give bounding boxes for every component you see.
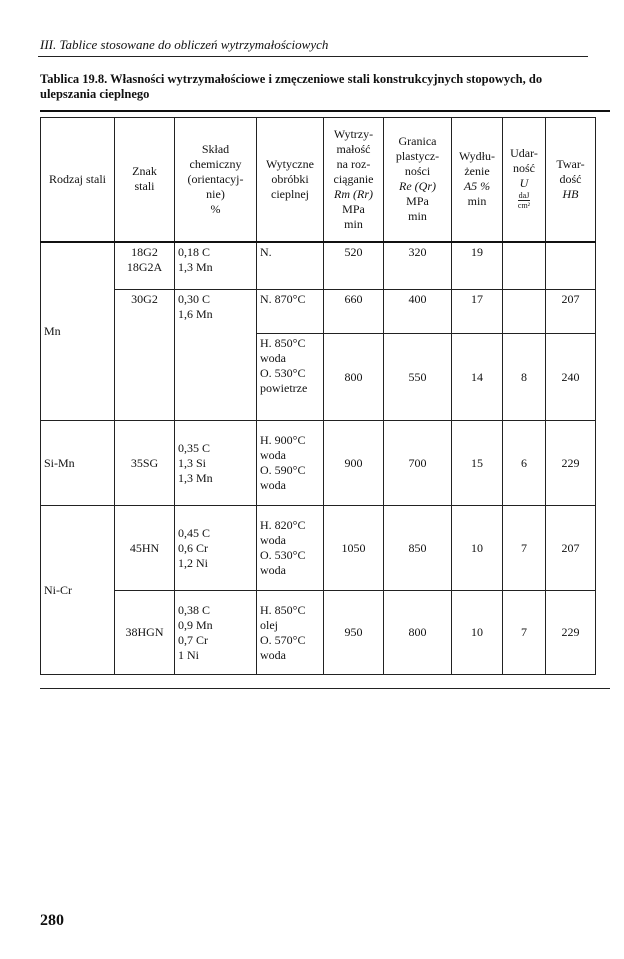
header-row xyxy=(41,118,596,242)
cell-re: 550 xyxy=(384,334,452,421)
table-row xyxy=(41,591,596,675)
cell-obrobka: N. xyxy=(257,242,324,290)
group-label-nicr: Ni-Cr xyxy=(41,506,115,675)
cell-sklad: 0,18 C 1,3 Mn xyxy=(175,242,257,290)
cell-a5: 17 xyxy=(452,290,503,334)
col-header-twardosc xyxy=(546,118,596,242)
cell-a5: 10 xyxy=(452,591,503,675)
cell-u: 7 xyxy=(503,591,546,675)
cell-re: 800 xyxy=(384,591,452,675)
cell-hb: 240 xyxy=(546,334,596,421)
twardosc-label: Twar- dość xyxy=(556,156,585,186)
table-row xyxy=(41,506,596,591)
cell-a5: 19 xyxy=(452,242,503,290)
cell-sklad: 0,38 C 0,9 Mn 0,7 Cr 1 Ni xyxy=(175,591,257,675)
cell-u: 8 xyxy=(503,334,546,421)
cell-re: 850 xyxy=(384,506,452,591)
cell-hb: 207 xyxy=(546,290,596,334)
cell-u: 7 xyxy=(503,506,546,591)
cell-znak: 18G2 18G2A xyxy=(115,242,175,290)
granica-unit: MPa min xyxy=(406,194,429,224)
table-top-rule xyxy=(40,110,610,112)
cell-a5: 10 xyxy=(452,506,503,591)
steel-properties-table xyxy=(40,117,596,675)
udarnosc-unit-denominator: cm² xyxy=(517,201,531,211)
udarnosc-symbol: U xyxy=(519,176,529,191)
cell-znak: 38HGN xyxy=(115,591,175,675)
cell-u xyxy=(503,290,546,334)
col-header-granica xyxy=(384,118,452,242)
cell-re: 320 xyxy=(384,242,452,290)
cell-obrobka: H. 850°C olej O. 570°C woda xyxy=(257,591,324,675)
group-label-mn: Mn xyxy=(41,242,115,421)
col-header-obrobka: Wytyczne obróbki cieplnej xyxy=(257,118,324,242)
col-header-sklad: Skład chemiczny (orientacyj- nie) % xyxy=(175,118,257,242)
table-bottom-rule xyxy=(40,688,610,689)
cell-rm: 800 xyxy=(324,334,384,421)
group-label-simn: Si-Mn xyxy=(41,421,115,506)
cell-obrobka: N. 870°C xyxy=(257,290,324,334)
cell-hb xyxy=(546,242,596,290)
col-header-wydluzenie xyxy=(452,118,503,242)
cell-sklad: 0,45 C 0,6 Cr 1,2 Ni xyxy=(175,506,257,591)
col-header-rodzaj: Rodzaj stali xyxy=(41,118,115,242)
table-row xyxy=(41,290,596,334)
running-head: III. Tablice stosowane do obliczeń wytrzymałościowych xyxy=(40,37,329,52)
udarnosc-unit xyxy=(518,191,531,210)
col-header-znak: Znak stali xyxy=(115,118,175,242)
cell-sklad: 0,30 C 1,6 Mn xyxy=(175,290,257,421)
cell-hb: 207 xyxy=(546,506,596,591)
wydluzenie-unit: min xyxy=(467,194,487,209)
cell-znak: 30G2 xyxy=(115,290,175,421)
cell-re: 700 xyxy=(384,421,452,506)
cell-obrobka: H. 850°C woda O. 530°C powietrze xyxy=(257,334,324,421)
wytrzymalosc-symbol: Rm (Rr) xyxy=(334,186,373,201)
table-row xyxy=(41,242,596,290)
cell-a5: 14 xyxy=(452,334,503,421)
cell-rm: 1050 xyxy=(324,506,384,591)
granica-label: Granica plastycz- ności xyxy=(395,134,440,179)
cell-sklad: 0,35 C 1,3 Si 1,3 Mn xyxy=(175,421,257,506)
udarnosc-unit-numerator: daJ xyxy=(518,191,530,201)
cell-u xyxy=(503,242,546,290)
col-header-wytrzymalosc xyxy=(324,118,384,242)
table-caption: Tablica 19.8. Własności wytrzymałościowe i zmęczeniowe stali konstrukcyjnych stopowych, do ulepszania cieplnego xyxy=(40,72,543,101)
cell-obrobka: H. 900°C woda O. 590°C woda xyxy=(257,421,324,506)
cell-znak: 35SG xyxy=(115,421,175,506)
cell-re: 400 xyxy=(384,290,452,334)
udarnosc-label: Udar- ność xyxy=(510,146,538,176)
cell-znak: 45HN xyxy=(115,506,175,591)
cell-a5: 15 xyxy=(452,421,503,506)
wydluzenie-symbol: A5 % xyxy=(463,179,491,194)
cell-rm: 520 xyxy=(324,242,384,290)
page-number: 280 xyxy=(40,912,64,929)
twardosc-symbol: HB xyxy=(562,186,579,201)
cell-rm: 950 xyxy=(324,591,384,675)
granica-symbol: Re (Qr) xyxy=(399,179,436,194)
wytrzymalosc-label: Wytrzy- małość na roz- ciąganie xyxy=(333,126,374,186)
cell-obrobka: H. 820°C woda O. 530°C woda xyxy=(257,506,324,591)
cell-rm: 900 xyxy=(324,421,384,506)
col-header-udarnosc xyxy=(503,118,546,242)
wydluzenie-label: Wydłu- żenie xyxy=(459,149,495,179)
header-rule xyxy=(38,56,588,57)
cell-hb: 229 xyxy=(546,421,596,506)
cell-rm: 660 xyxy=(324,290,384,334)
cell-hb: 229 xyxy=(546,591,596,675)
table-row xyxy=(41,421,596,506)
cell-u: 6 xyxy=(503,421,546,506)
wytrzymalosc-unit: MPa min xyxy=(342,201,365,231)
